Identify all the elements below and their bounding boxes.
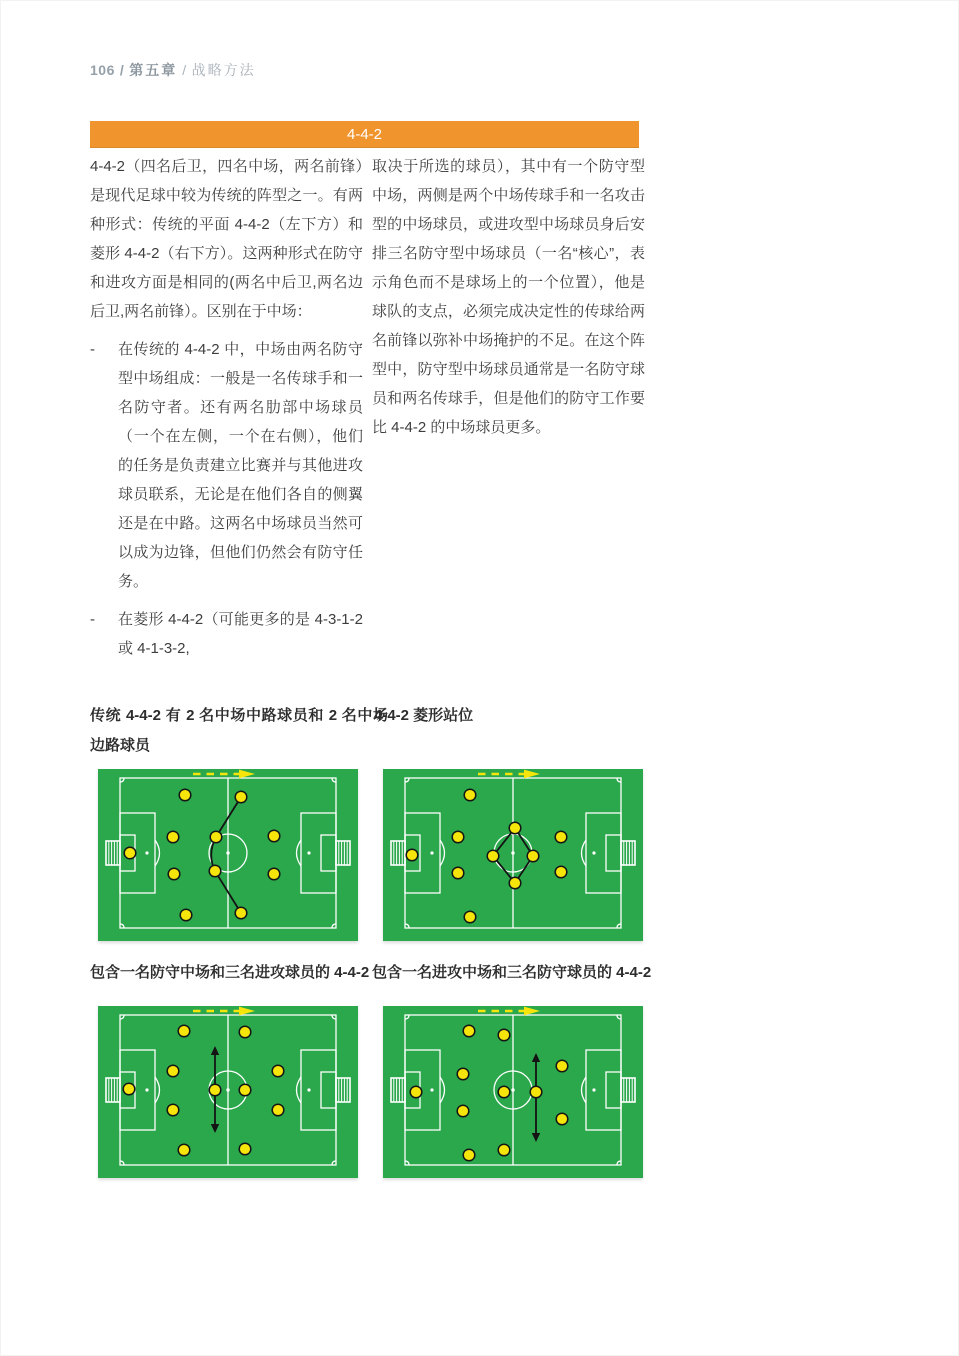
- pitch-442-one-defensive-mid-three-attackers: [98, 1006, 358, 1178]
- player-marker: [180, 909, 192, 921]
- bullet-text: 在传统的 4-4-2 中，中场由两名防守型中场组成：一般是一名传球手和一名防守者。还有两名肋部中场球员（一个在左侧，一个在右侧），他们的任务是负责建立比赛并与其他进攻球员联系，无论是在他们各自的侧翼还是在中路。这两名中场球员当然可以成为边锋，但他们仍然会有防守任务。: [118, 341, 363, 590]
- player-marker: [555, 866, 567, 878]
- caption-diamond-442: 4-4-2 菱形站位: [374, 707, 474, 724]
- player-marker: [123, 1083, 135, 1095]
- player-marker: [167, 1104, 179, 1116]
- player-marker: [178, 1144, 190, 1156]
- player-marker: [167, 1065, 179, 1077]
- player-marker: [509, 822, 521, 834]
- player-marker: [556, 1113, 568, 1125]
- pitch-diagram-442-attacking-mid: [383, 1006, 643, 1178]
- player-marker: [167, 831, 179, 843]
- player-marker: [235, 791, 247, 803]
- player-marker: [498, 1029, 510, 1041]
- player-marker: [463, 1025, 475, 1037]
- player-marker: [452, 831, 464, 843]
- pitch-442-one-attacking-mid-three-defenders: [383, 1006, 643, 1178]
- bullet-text: 在菱形 4-4-2（可能更多的是 4-3-1-2 或 4-1-3-2,: [118, 611, 363, 657]
- player-marker: [498, 1144, 510, 1156]
- page-number: 106: [90, 62, 115, 78]
- player-marker: [239, 1084, 251, 1096]
- header-separator: /: [182, 62, 187, 78]
- player-marker: [210, 831, 222, 843]
- bullet-item: [90, 335, 363, 596]
- player-marker: [498, 1086, 510, 1098]
- player-marker: [209, 1084, 221, 1096]
- player-marker: [530, 1086, 542, 1098]
- page-header: [90, 60, 256, 80]
- section-banner: [90, 121, 639, 148]
- player-marker: [124, 847, 136, 859]
- chapter-title: 第五章: [129, 62, 178, 78]
- player-marker: [410, 1086, 422, 1098]
- player-marker: [509, 877, 521, 889]
- bullet-item: [90, 605, 363, 663]
- player-marker: [452, 867, 464, 879]
- player-marker: [272, 1104, 284, 1116]
- caption-traditional-442: 传统 4-4-2 有 2 名中场中路球员和 2 名中场边路球员: [90, 707, 388, 754]
- pitch-diagram-442-defensive-mid: [98, 1006, 358, 1178]
- player-marker: [209, 865, 221, 877]
- player-marker: [487, 850, 499, 862]
- player-marker: [464, 911, 476, 923]
- text-column-left: [90, 152, 363, 663]
- player-marker: [178, 1025, 190, 1037]
- player-marker: [457, 1105, 469, 1117]
- pitch-diagram-traditional-442: [98, 769, 358, 941]
- body-paragraph: 取决于所选的球员），其中有一个防守型中场，两侧是两个中场传球手和一名攻击型的中场球员，或进攻型中场球员身后安排三名防守型中场球员（一名“核心”，表示角色而不是球场上的一个位置），他是球队的支点，必须完成决定性的传球给两名前锋以弥补中场掩护的不足。在这个阵型中，防守型中场球员通常是一名防守球员和两名传球手，但是他们的防守工作要比 4-4-2 的中场球员更多。: [372, 158, 645, 436]
- player-marker: [527, 850, 539, 862]
- player-marker: [179, 789, 191, 801]
- pitch-diamond-442: [383, 769, 643, 941]
- pitch-diagram-diamond-442: [383, 769, 643, 941]
- bullet-marker: -: [90, 611, 95, 628]
- section-title: 战略方法: [191, 62, 256, 78]
- player-marker: [556, 1060, 568, 1072]
- player-marker: [272, 1065, 284, 1077]
- intro-paragraph: 4-4-2（四名后卫，四名中场，两名前锋）是现代足球中较为传统的阵型之一。有两种形式：传统的平面 4-4-2（左下方）和菱形 4-4-2（右下方）。这两种形式在防守和进攻方面是相同的(两名中后卫,两名边后卫,两名前锋）。区别在于中场：: [90, 158, 363, 320]
- caption-442-defensive-mid: 包含一名防守中场和三名进攻球员的 4-4-2: [90, 964, 370, 981]
- player-marker: [406, 849, 418, 861]
- caption-442-attacking-mid: 包含一名进攻中场和三名防守球员的 4-4-2: [372, 964, 652, 981]
- bullet-marker: -: [90, 341, 95, 358]
- player-marker: [555, 831, 567, 843]
- player-marker: [268, 830, 280, 842]
- player-marker: [457, 1068, 469, 1080]
- player-marker: [235, 907, 247, 919]
- player-marker: [239, 1026, 251, 1038]
- pitch-traditional-442: [98, 769, 358, 941]
- banner-title: 4-4-2: [346, 125, 383, 143]
- player-marker: [464, 789, 476, 801]
- player-marker: [463, 1149, 475, 1161]
- header-separator: /: [119, 62, 125, 78]
- player-marker: [168, 868, 180, 880]
- player-marker: [268, 868, 280, 880]
- text-column-right: [372, 152, 645, 442]
- player-marker: [239, 1143, 251, 1155]
